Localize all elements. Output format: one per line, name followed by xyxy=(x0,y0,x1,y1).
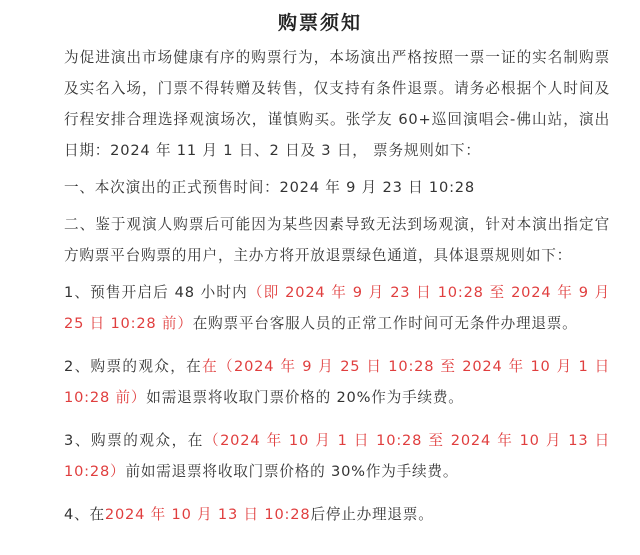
refund-rule-3-prefix: 3、购票的观众，在 xyxy=(64,432,204,449)
refund-rule-4 xyxy=(64,499,610,530)
intro-paragraph: 为促进演出市场健康有序的购票行为，本场演出严格按照一票一证的实名制购票及实名入场，门票不得转赠及转售，仅支持有条件退票。请务必根据个人时间及行程安排合理选择观演场次，谨慎购买。张学友 60+巡回演唱会-佛山站，演出日期：2024 年 11 月 1 日、2 日及 3 日， 票务规则如下： xyxy=(64,49,610,159)
refund-rule-1-period: （即 2024 年 9 月 23 日 10:28 至 2024 年 9 月 25 日 10:28 前） xyxy=(64,284,610,332)
refund-rule-3-suffix: 前如需退票将收取门票价格的 30%作为手续费。 xyxy=(125,463,459,480)
refund-rule-4-deadline: 2024 年 10 月 13 日 10:28 xyxy=(104,506,311,523)
refund-rule-1 xyxy=(64,277,610,339)
refund-rule-3-period: （2024 年 10 月 1 日 10:28 至 2024 年 10 月 13 日 10:28） xyxy=(64,432,610,480)
refund-rule-1-suffix: 在购票平台客服人员的正常工作时间可无条件办理退票。 xyxy=(192,315,578,332)
refund-rule-2-suffix: 如需退票将收取门票价格的 20%作为手续费。 xyxy=(146,389,464,406)
page-title: 购票须知 xyxy=(277,12,362,34)
refund-rule-4-suffix: 后停止办理退票。 xyxy=(310,506,434,523)
refund-channel-item: 二、鉴于观演人购票后可能因为某些因素导致无法到场观演，针对本演出指定官方购票平台购票的用户，主办方将开放退票绿色通道，具体退票规则如下： xyxy=(64,216,610,264)
refund-rule-1-prefix: 1、预售开启后 48 小时内 xyxy=(64,284,248,301)
refund-rule-2 xyxy=(64,351,610,413)
presale-time-item: 一、本次演出的正式预售时间：2024 年 9 月 23 日 10:28 xyxy=(64,179,475,196)
refund-rule-2-period: 在（2024 年 9 月 25 日 10:28 至 2024 年 10 月 1 日 10:28 前） xyxy=(64,358,610,406)
refund-rule-3 xyxy=(64,425,610,487)
refund-rule-2-prefix: 2、购票的观众，在 xyxy=(64,358,203,375)
refund-rule-4-prefix: 4、在 xyxy=(64,506,105,523)
